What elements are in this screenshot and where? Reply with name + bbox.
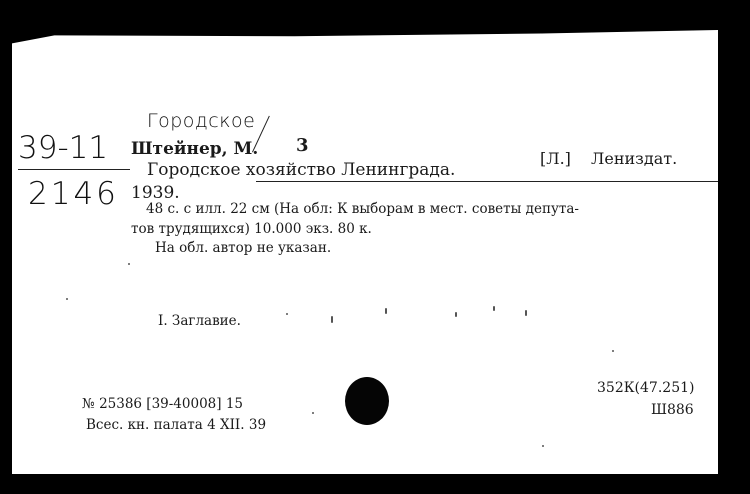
- classification: 352К(47.251): [597, 380, 695, 396]
- speck: [331, 316, 333, 323]
- title: Городское хозяйство Ленинграда.: [147, 160, 456, 180]
- book-chamber: Всес. кн. палата 4 XII. 39: [86, 417, 267, 433]
- speck: [542, 445, 544, 447]
- description-line-2: тов трудящихся) 10.000 экз. 80 к.: [131, 221, 372, 237]
- tracing: I. Заглавие.: [158, 313, 241, 329]
- speck: [128, 263, 130, 265]
- speck: [312, 412, 314, 414]
- underline-title: [256, 181, 718, 182]
- underline-call-number: [18, 169, 130, 170]
- description-line-1: 48 с. с илл. 22 см (На обл: К выборам в мест. советы депута-: [146, 201, 579, 217]
- speck: [455, 312, 457, 317]
- cutter-mark: 3: [296, 135, 309, 156]
- speck: [493, 306, 495, 311]
- speck: [612, 350, 614, 352]
- place: [Л.]: [540, 149, 571, 168]
- speck: [66, 298, 68, 300]
- registration-number: № 25386 [39-40008] 15: [82, 396, 243, 412]
- author: Штейнер, М.: [131, 139, 259, 159]
- ink-blot: [345, 377, 389, 425]
- handwritten-title-note: Городское: [147, 110, 256, 132]
- speck: [286, 313, 288, 315]
- handwritten-call-number: 39-11: [18, 130, 109, 166]
- speck: [525, 310, 527, 316]
- publisher: Лениздат.: [591, 149, 678, 168]
- year: 1939.: [131, 183, 180, 203]
- author-mark: Ш886: [651, 402, 694, 418]
- handwritten-accession-number: 2146: [28, 176, 119, 212]
- note: На обл. автор не указан.: [155, 240, 332, 256]
- speck: [385, 308, 387, 314]
